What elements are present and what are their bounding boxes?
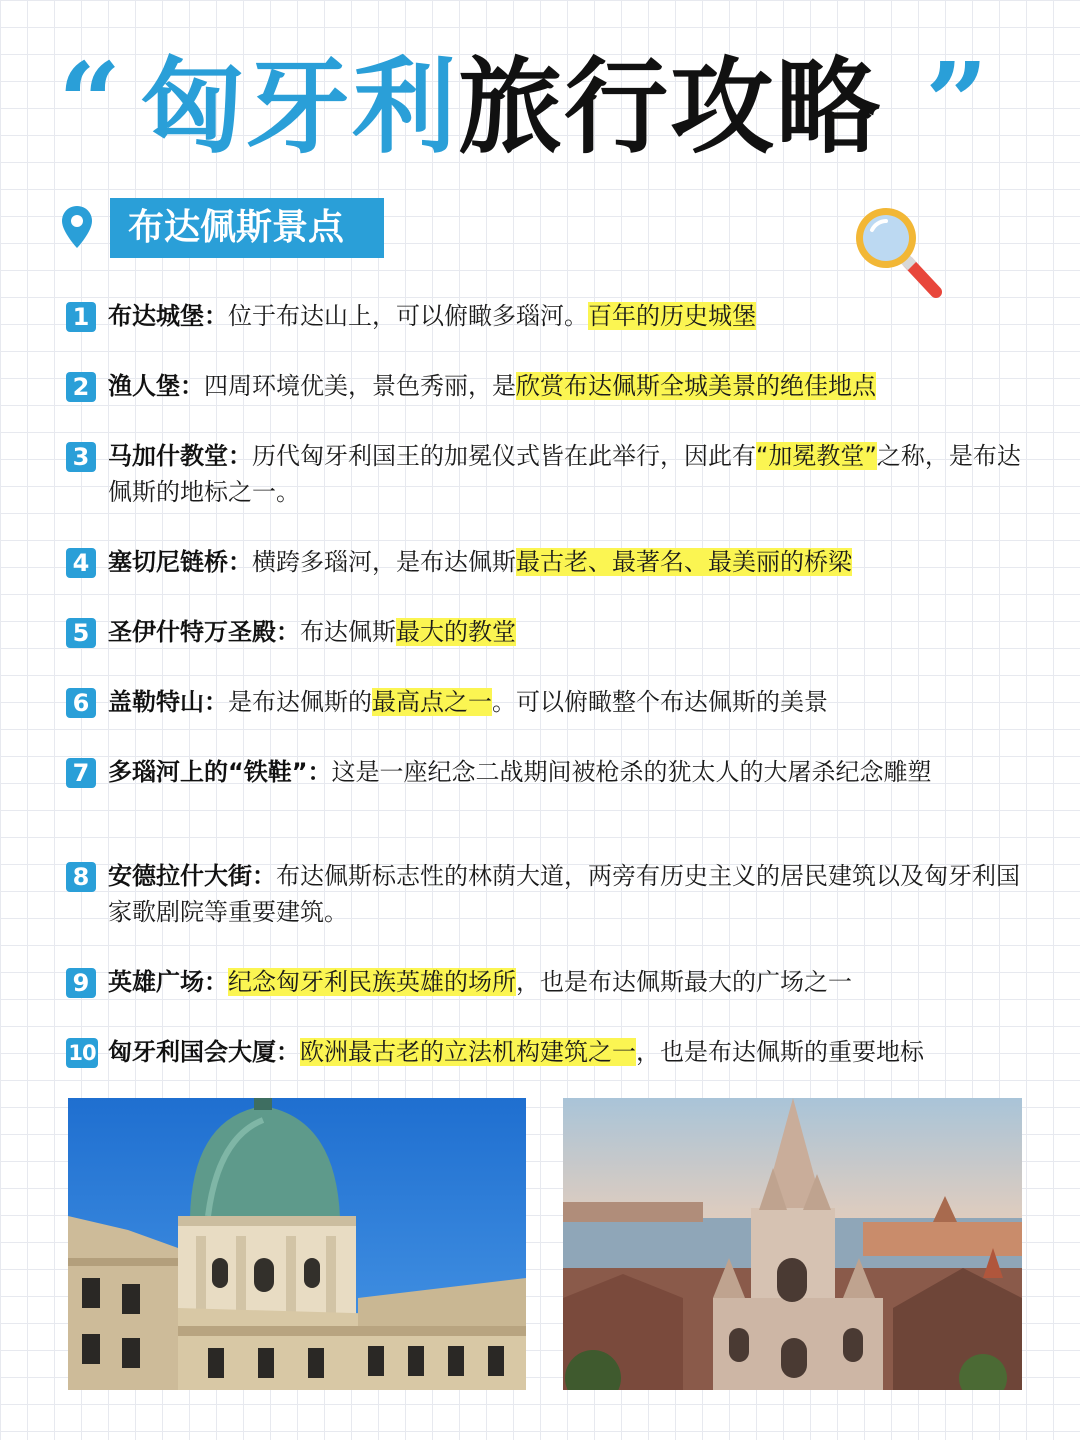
number-badge: 10: [66, 1038, 98, 1068]
item-desc: 这是一座纪念二战期间被枪杀的犹太人的大屠杀纪念雕塑: [331, 758, 932, 786]
number-badge: 6: [66, 688, 96, 718]
fishermans-bastion-photo: [563, 1098, 1022, 1390]
item-highlight: 欧洲最古老的立法机构建筑之一: [300, 1038, 636, 1066]
page-title: [0, 38, 1080, 178]
number-badge: 1: [66, 302, 96, 332]
item-desc-tail: ，也是布达佩斯最大的广场之一: [516, 968, 852, 996]
open-quote-mark: “: [58, 38, 122, 167]
item-desc: 布达佩斯: [300, 618, 396, 646]
item-name: 匈牙利国会大厦：: [108, 1038, 300, 1066]
item-name: 英雄广场：: [108, 968, 228, 996]
item-text: [108, 614, 1038, 650]
item-desc: 是布达佩斯的: [228, 688, 372, 716]
item-desc: 横跨多瑙河，是布达佩斯: [252, 548, 516, 576]
number-badge: 8: [66, 862, 96, 892]
item-highlight: 最高点之一: [372, 688, 492, 716]
item-highlight: 百年的历史城堡: [588, 302, 756, 330]
item-text: [108, 964, 1038, 1000]
item-text: [108, 684, 1038, 720]
item-text: [108, 858, 1038, 930]
number-badge: 5: [66, 618, 96, 648]
item-highlight: 纪念匈牙利民族英雄的场所: [228, 968, 516, 996]
item-text: [108, 438, 1038, 510]
item-highlight: 最大的教堂: [396, 618, 516, 646]
item-text: [108, 754, 1038, 790]
item-name: 塞切尼链桥：: [108, 548, 252, 576]
item-desc: 历代匈牙利国王的加冕仪式皆在此举行，因此有: [252, 442, 756, 470]
buda-castle-dome-photo: [68, 1098, 526, 1390]
item-desc-tail: 之称，是布达佩斯的地标之一。: [108, 442, 1021, 506]
title-blue-part: 匈牙利: [140, 46, 459, 168]
item-name: 渔人堡：: [108, 372, 204, 400]
item-highlight: 欣赏布达佩斯全城美景的绝佳地点: [516, 372, 876, 400]
item-name: 布达城堡：: [108, 302, 228, 330]
section-label: 布达佩斯景点: [110, 198, 384, 258]
item-text: [108, 1034, 1038, 1070]
title-black-part: 旅行攻略: [458, 46, 883, 168]
close-quote-mark: ”: [925, 38, 989, 167]
item-desc: 位于布达山上，可以俯瞰多瑙河。: [228, 302, 588, 330]
item-desc: 四周环境优美，景色秀丽，是: [204, 372, 516, 400]
item-desc-tail: 。可以俯瞰整个布达佩斯的美景: [492, 688, 828, 716]
item-text: [108, 368, 1038, 404]
item-text: [108, 544, 1038, 580]
item-desc: 布达佩斯标志性的林荫大道，两旁有历史主义的居民建筑以及匈牙利国家歌剧院等重要建筑。: [108, 862, 1020, 926]
number-badge: 4: [66, 548, 96, 578]
number-badge: 7: [66, 758, 96, 788]
item-desc-tail: ，也是布达佩斯的重要地标: [636, 1038, 924, 1066]
item-highlight: 最古老、最著名、最美丽的桥梁: [516, 548, 852, 576]
title-text: [140, 48, 882, 168]
item-text: [108, 298, 1038, 334]
item-name: 多瑙河上的“铁鞋”：: [108, 758, 332, 786]
number-badge: 9: [66, 968, 96, 998]
number-badge: 3: [66, 442, 96, 472]
item-name: 圣伊什特万圣殿：: [108, 618, 300, 646]
item-highlight: “加冕教堂”: [756, 442, 877, 470]
location-pin-icon: [60, 204, 94, 250]
item-name: 安德拉什大街：: [108, 862, 276, 890]
item-name: 马加什教堂：: [108, 442, 252, 470]
number-badge: 2: [66, 372, 96, 402]
magnifier-icon: [852, 204, 948, 304]
item-name: 盖勒特山：: [108, 688, 228, 716]
